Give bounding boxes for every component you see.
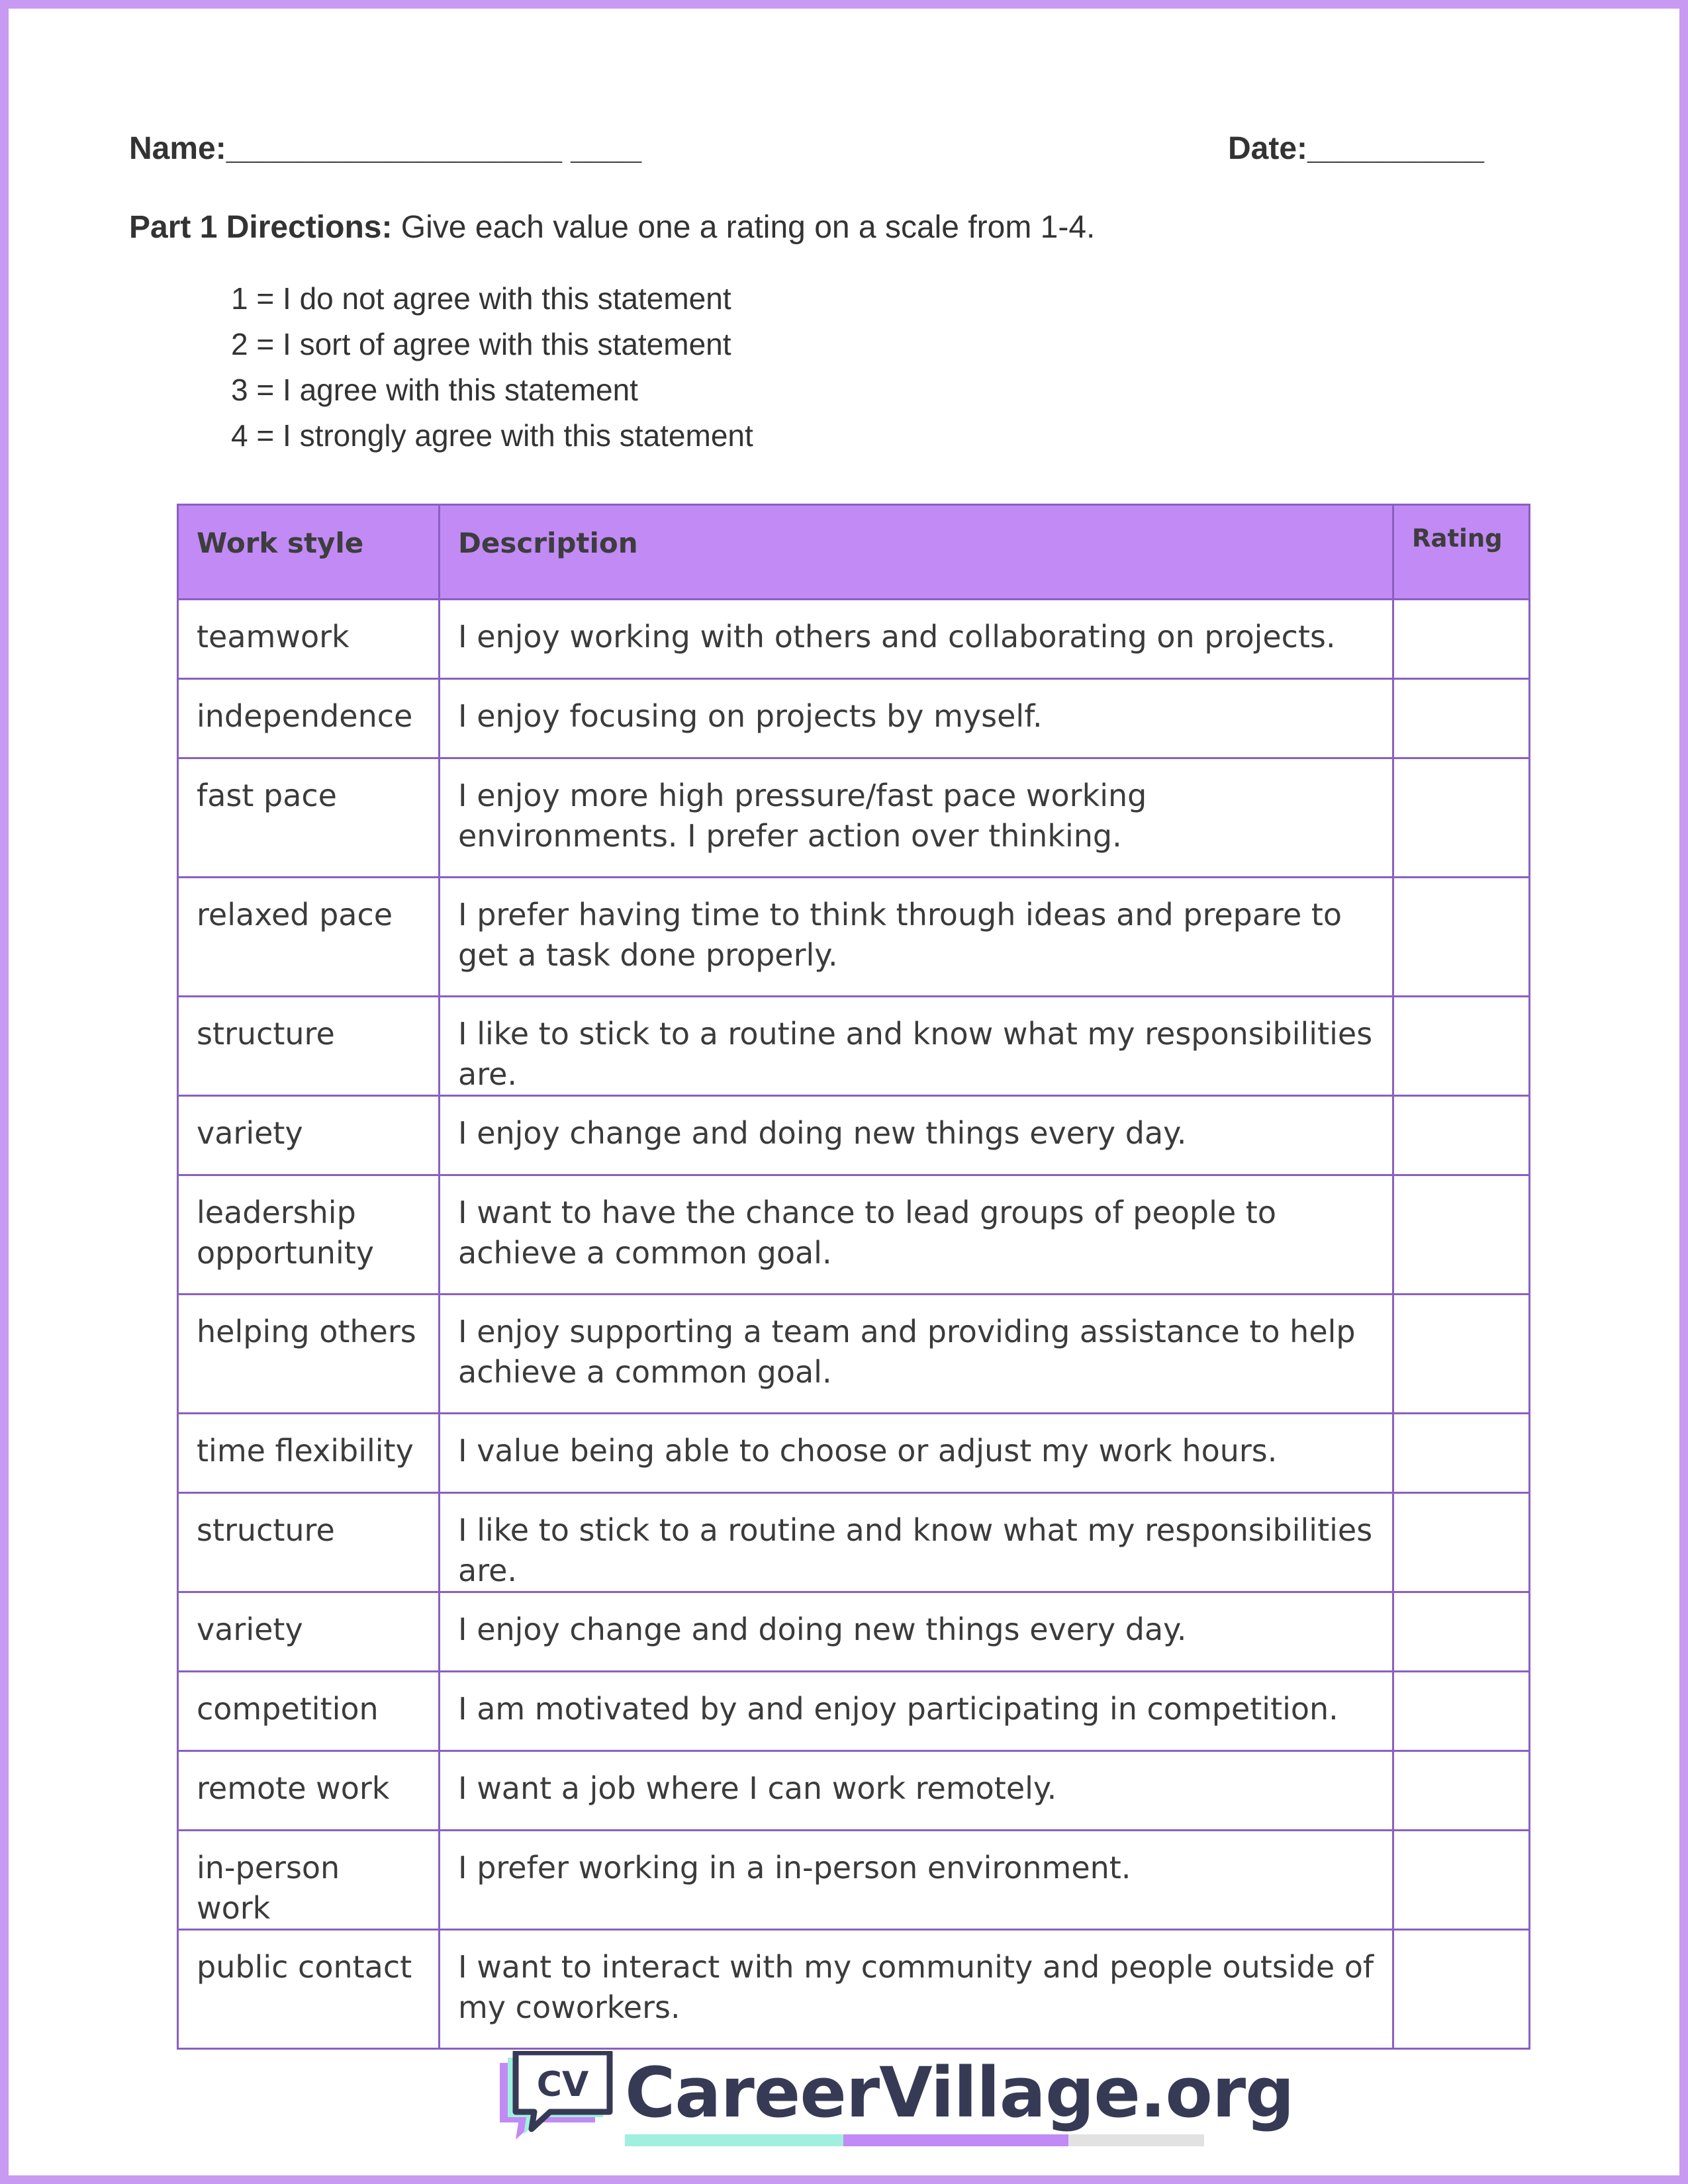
scale-item-4: 4 = I strongly agree with this statement bbox=[231, 418, 753, 453]
description-cell: I value being able to choose or adjust my work hours. bbox=[440, 1414, 1393, 1493]
table-row bbox=[178, 1930, 1530, 2049]
header-rating: Rating bbox=[1393, 505, 1530, 600]
rating-cell[interactable] bbox=[1393, 758, 1530, 878]
table-row bbox=[178, 1414, 1530, 1493]
scale-item-3: 3 = I agree with this statement bbox=[231, 373, 638, 407]
rating-cell[interactable] bbox=[1393, 1175, 1530, 1295]
table-row bbox=[178, 1592, 1530, 1672]
header-row bbox=[129, 130, 1559, 177]
cv-badge-text: CV bbox=[536, 2065, 589, 2105]
rating-cell[interactable] bbox=[1393, 1930, 1530, 2049]
logo-bar-gray bbox=[1068, 2134, 1204, 2146]
directions-text: Give each value one a rating on a scale from 1-4. bbox=[392, 210, 1096, 245]
description-cell: I prefer having time to think through ideas and prepare to get a task done properly. bbox=[440, 878, 1393, 997]
description-cell: I enjoy change and doing new things every day. bbox=[440, 1592, 1393, 1672]
table-row bbox=[178, 1493, 1530, 1592]
table-row bbox=[178, 1751, 1530, 1831]
directions-label: Part 1 Directions: bbox=[129, 210, 393, 245]
rating-cell[interactable] bbox=[1393, 1672, 1530, 1751]
rating-cell[interactable] bbox=[1393, 1751, 1530, 1831]
work-style-cell: variety bbox=[178, 1096, 440, 1175]
table-row bbox=[178, 600, 1530, 679]
logo-wordmark: CareerVillage.org bbox=[625, 2052, 1294, 2133]
cv-chat-badge-icon bbox=[496, 2051, 615, 2150]
header-description: Description bbox=[440, 505, 1393, 600]
table-row bbox=[178, 758, 1530, 878]
scale-item-1: 1 = I do not agree with this statement bbox=[231, 281, 731, 316]
work-style-cell: structure bbox=[178, 1493, 440, 1592]
work-style-cell: in-person work bbox=[178, 1831, 440, 1930]
description-cell: I enjoy more high pressure/fast pace working environments. I prefer action over thinking. bbox=[440, 758, 1393, 878]
rating-cell[interactable] bbox=[1393, 1096, 1530, 1175]
description-cell: I want to have the chance to lead groups of people to achieve a common goal. bbox=[440, 1175, 1393, 1295]
rating-cell[interactable] bbox=[1393, 997, 1530, 1096]
table-row bbox=[178, 1831, 1530, 1930]
logo-bar-purple bbox=[843, 2134, 1068, 2146]
rating-cell[interactable] bbox=[1393, 1295, 1530, 1414]
work-style-cell: independence bbox=[178, 679, 440, 758]
description-cell: I enjoy change and doing new things every day. bbox=[440, 1096, 1393, 1175]
table-row bbox=[178, 679, 1530, 758]
rating-cell[interactable] bbox=[1393, 878, 1530, 997]
work-style-cell: public contact bbox=[178, 1930, 440, 2049]
part1-directions bbox=[129, 209, 1095, 246]
description-cell: I enjoy working with others and collaborating on projects. bbox=[440, 600, 1393, 679]
scale-item-2: 2 = I sort of agree with this statement bbox=[231, 327, 731, 361]
work-style-cell: teamwork bbox=[178, 600, 440, 679]
logo-bar-teal bbox=[625, 2134, 843, 2146]
description-cell: I enjoy focusing on projects by myself. bbox=[440, 679, 1393, 758]
description-cell: I like to stick to a routine and know what my responsibilities are. bbox=[440, 1493, 1393, 1592]
work-style-cell: variety bbox=[178, 1592, 440, 1672]
rating-cell[interactable] bbox=[1393, 600, 1530, 679]
work-style-cell: structure bbox=[178, 997, 440, 1096]
description-cell: I like to stick to a routine and know what my responsibilities are. bbox=[440, 997, 1393, 1096]
logo-color-bars bbox=[625, 2134, 1204, 2146]
description-cell: I prefer working in a in-person environment. bbox=[440, 1831, 1393, 1930]
work-style-table bbox=[177, 504, 1530, 2050]
work-style-cell: helping others bbox=[178, 1295, 440, 1414]
description-cell: I want a job where I can work remotely. bbox=[440, 1751, 1393, 1831]
table-row bbox=[178, 1295, 1530, 1414]
work-style-cell: time flexibility bbox=[178, 1414, 440, 1493]
rating-cell[interactable] bbox=[1393, 679, 1530, 758]
date-field[interactable]: Date:__________ bbox=[1228, 131, 1484, 166]
work-style-cell: competition bbox=[178, 1672, 440, 1751]
careervillage-logo bbox=[496, 2051, 1294, 2150]
rating-cell[interactable] bbox=[1393, 1592, 1530, 1672]
work-style-cell: fast pace bbox=[178, 758, 440, 878]
table-row bbox=[178, 878, 1530, 997]
description-cell: I enjoy supporting a team and providing assistance to help achieve a common goal. bbox=[440, 1295, 1393, 1414]
description-cell: I am motivated by and enjoy participating in competition. bbox=[440, 1672, 1393, 1751]
work-style-cell: remote work bbox=[178, 1751, 440, 1831]
table-row bbox=[178, 997, 1530, 1096]
rating-cell[interactable] bbox=[1393, 1493, 1530, 1592]
header-work-style: Work style bbox=[178, 505, 440, 600]
work-style-cell: leadership opportunity bbox=[178, 1175, 440, 1295]
table-row bbox=[178, 1672, 1530, 1751]
table-row bbox=[178, 1096, 1530, 1175]
rating-scale-list bbox=[231, 276, 753, 459]
rating-cell[interactable] bbox=[1393, 1414, 1530, 1493]
table-row bbox=[178, 1175, 1530, 1295]
description-cell: I want to interact with my community and people outside of my coworkers. bbox=[440, 1930, 1393, 2049]
work-style-cell: relaxed pace bbox=[178, 878, 440, 997]
rating-cell[interactable] bbox=[1393, 1831, 1530, 1930]
name-field[interactable]: Name:___________________ ____ bbox=[129, 131, 642, 166]
table-header-row bbox=[178, 505, 1530, 600]
